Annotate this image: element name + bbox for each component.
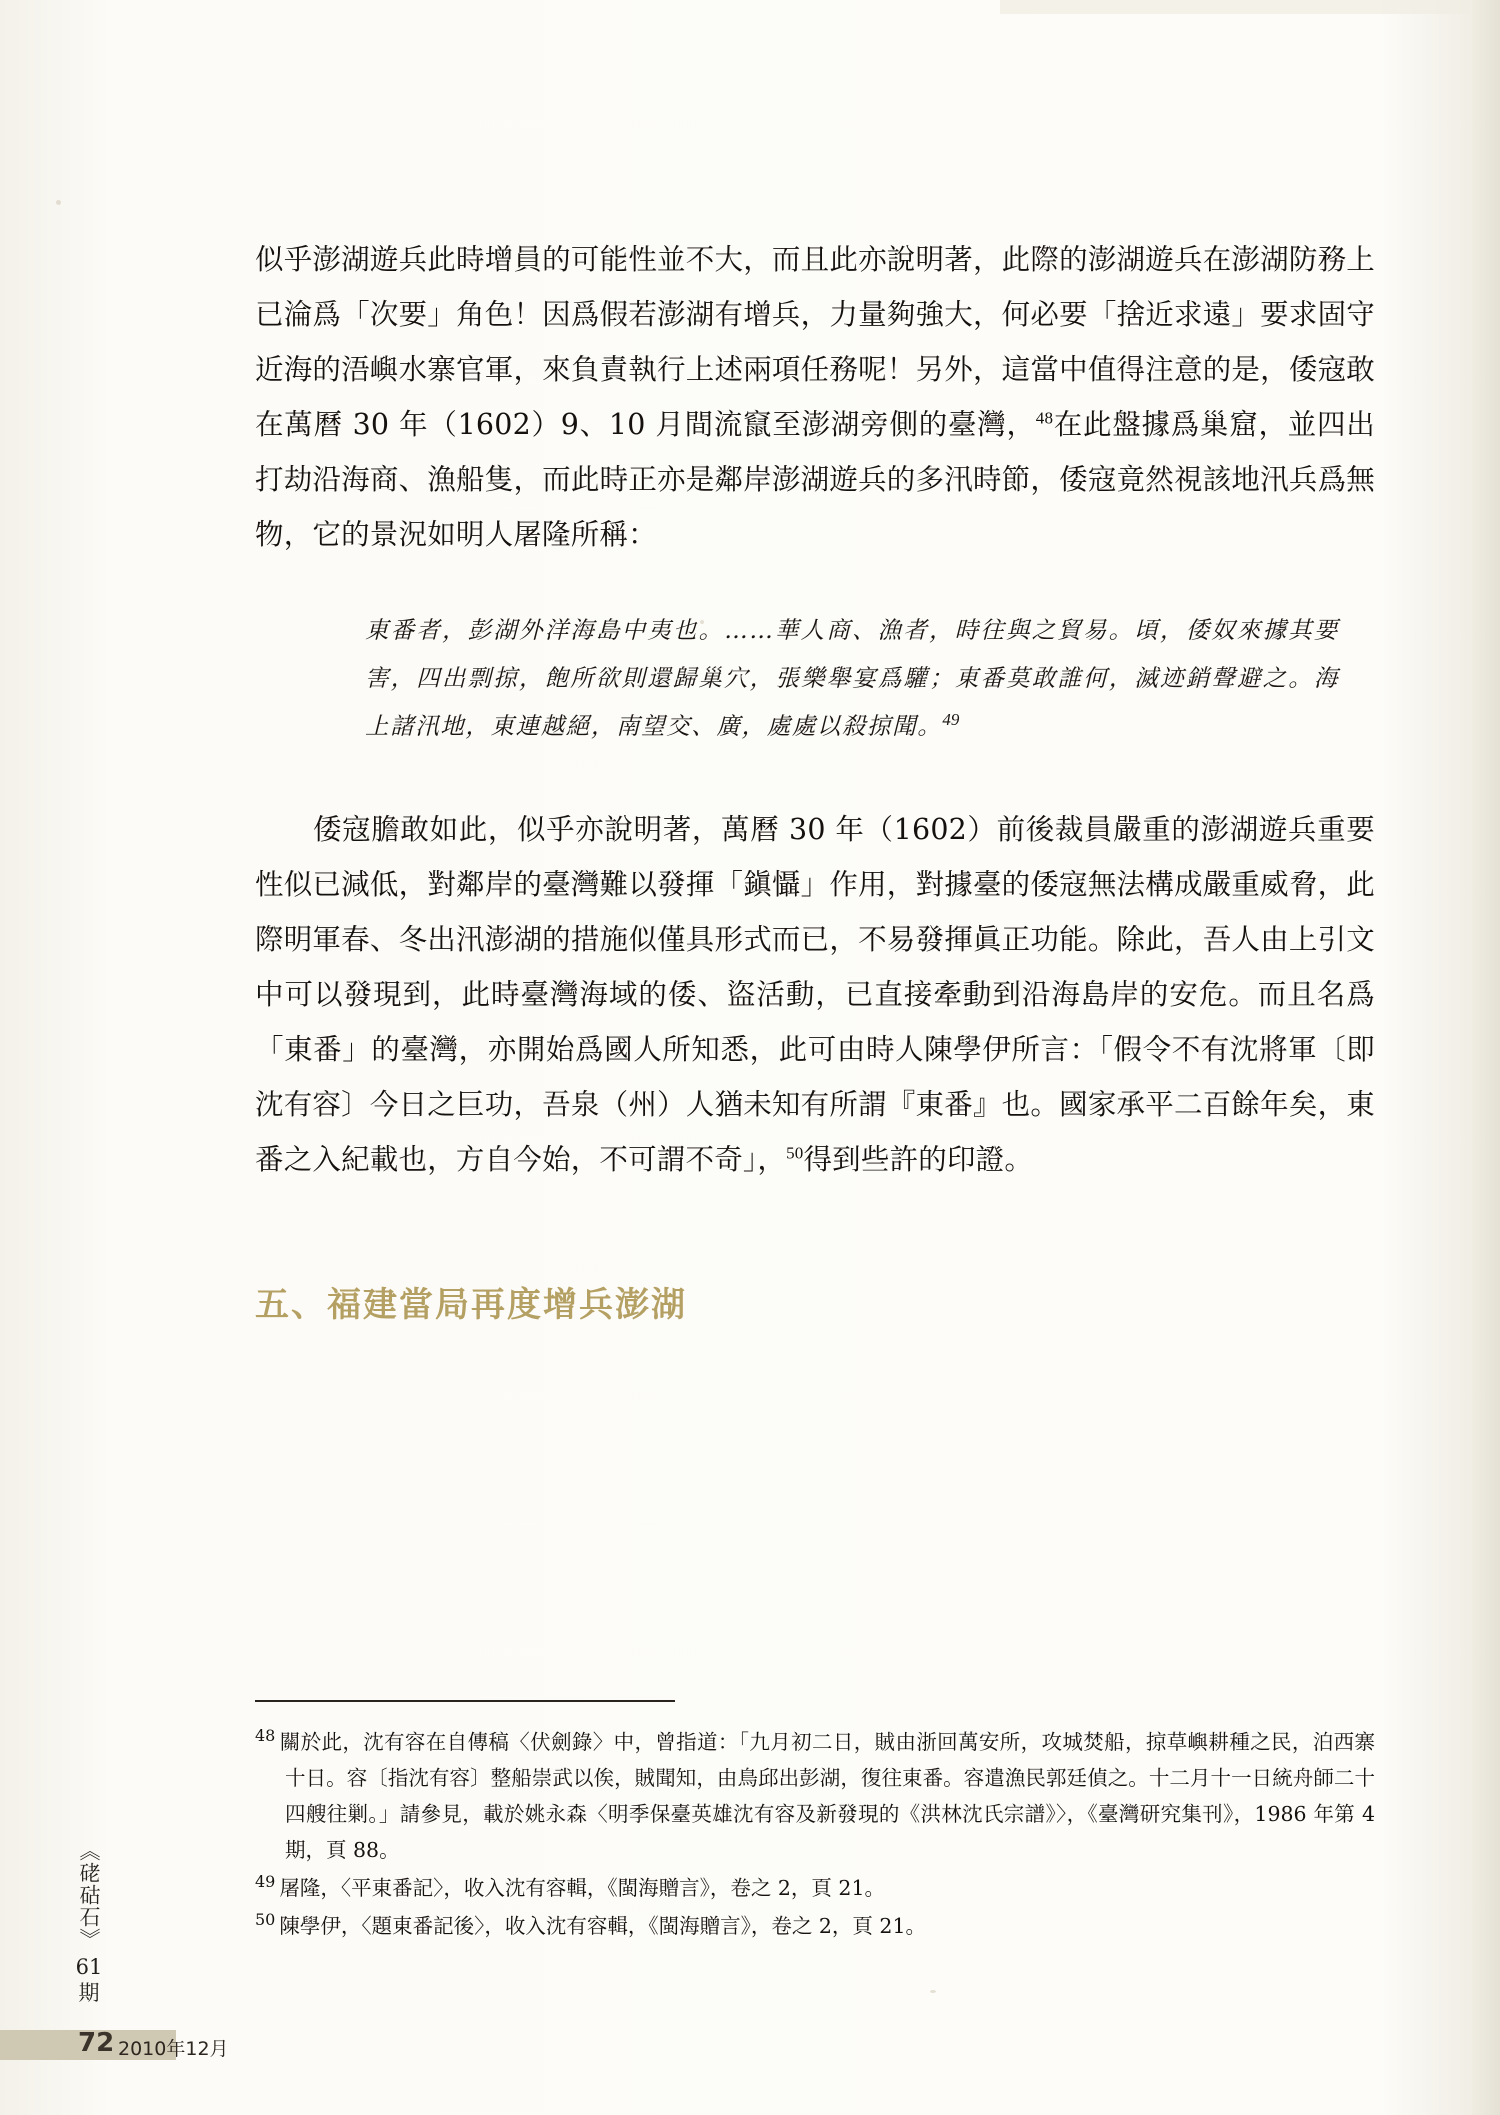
running-head	[72, 1840, 106, 2006]
footnote-number: 50	[255, 1910, 276, 1930]
footnote-item	[255, 1908, 1375, 1944]
scan-right-edge	[1472, 0, 1500, 2115]
paragraph-1: 似乎澎湖遊兵此時增員的可能性並不大，而且此亦說明著，此際的澎湖遊兵在澎湖防務上已淪爲「次要」角色！因爲假若澎湖有增兵，力量夠強大，何必要「捨近求遠」要求固守近海的浯嶼水寨官軍，來負責執行上述兩項任務呢！另外，這當中值得注意的是，倭寇敢在萬曆 30 年（1602）9、10 月間流竄至澎湖旁側的臺灣，$^{48}$在此盤據爲巢窟，並四出打劫沿海商、漁船隻，而此時正亦是鄰岸澎湖遊兵的多汛時節，倭寇竟然視該地汛兵爲無物，它的景況如明人屠隆所稱：	[255, 243, 1376, 551]
footnotes-list	[255, 1724, 1375, 1946]
paragraph-2: 倭寇膽敢如此，似乎亦說明著，萬曆 30 年（1602）前後裁員嚴重的澎湖遊兵重要性似已減低，對鄰岸的臺灣難以發揮「鎭懾」作用，對據臺的倭寇無法構成嚴重威脅，此際明軍春、冬出汛澎湖的措施似僅具形式而已，不易發揮眞正功能。除此，吾人由上引文中可以發現到，此時臺灣海域的倭、盜活動，已直接牽動到沿海島岸的安危。而且名爲「東番」的臺灣，亦開始爲國人所知悉，此可由時人陳學伊所言：「假令不有沈將軍〔即沈有容〕今日之巨功，吾泉（州）人猶未知有所謂『東番』也。國家承平二百餘年矣，東番之入紀載也，方自今始，不可謂不奇」，$^{50}$得到些許的印證。	[255, 813, 1375, 1176]
page-number: 72	[78, 2028, 115, 2058]
footnote-number: 49	[255, 1872, 276, 1892]
footnote-number: 48	[255, 1726, 276, 1746]
footnote-ref-48[interactable]: 48	[1035, 408, 1054, 428]
block-quotation: 東番者，彭湖外洋海島中夷也。……華人商、漁者，時往與之貿易。頃，倭奴來據其要害，四出剽掠，飽所欲則還歸巢穴，張樂舉宴爲驩；東番莫敢誰何，滅迹銷聲避之。海上諸汛地，東連越絕，南望交、廣，處處以殺掠聞。$^{49}$	[365, 616, 1339, 740]
article-body	[255, 232, 1375, 1327]
footnote-text: 關於此，沈有容在自傳稿〈伏劍錄〉中，曾指道：「九月初二日，賊由浙回萬安所，攻城焚船，掠草嶼耕種之民，泊西寨十日。容〔指沈有容〕整船崇武以俟，賊聞知，由鳥邱出彭湖，復往東番。容遣漁民郭廷偵之。十二月十一日統舟師二十四艘往剿。」請參見，載於姚永森〈明季保臺英雄沈有容及新發現的《洪林沈氏宗譜》〉，《臺灣研究集刊》，1986 年第 4 期，頁 88。	[279, 1730, 1375, 1862]
footnote-text: 屠隆，〈平東番記〉，收入沈有容輯，《閩海贈言》，卷之 2，頁 21。	[279, 1876, 886, 1900]
footnote-text: 陳學伊，〈題東番記後〉，收入沈有容輯，《閩海贈言》，卷之 2，頁 21。	[279, 1914, 927, 1938]
footnote-ref-49[interactable]: 49	[942, 710, 960, 730]
footnote-item	[255, 1724, 1375, 1868]
scan-speck	[930, 1990, 936, 1993]
running-head-issue-label: 期	[78, 1981, 100, 2005]
footnote-item	[255, 1870, 1375, 1906]
running-head-issue: 61	[75, 1955, 103, 1979]
publication-date: 2010年12月	[118, 2038, 229, 2060]
section-heading: 五、福建當局再度增兵澎湖	[255, 1285, 687, 1325]
scan-speck	[56, 200, 61, 205]
footnote-separator	[255, 1700, 675, 1702]
spacer	[255, 750, 1375, 802]
running-head-title: 《硓𥑮石》	[77, 1840, 101, 1950]
scan-top-band	[1000, 0, 1470, 14]
footnote-ref-50[interactable]: 50	[786, 1143, 804, 1163]
